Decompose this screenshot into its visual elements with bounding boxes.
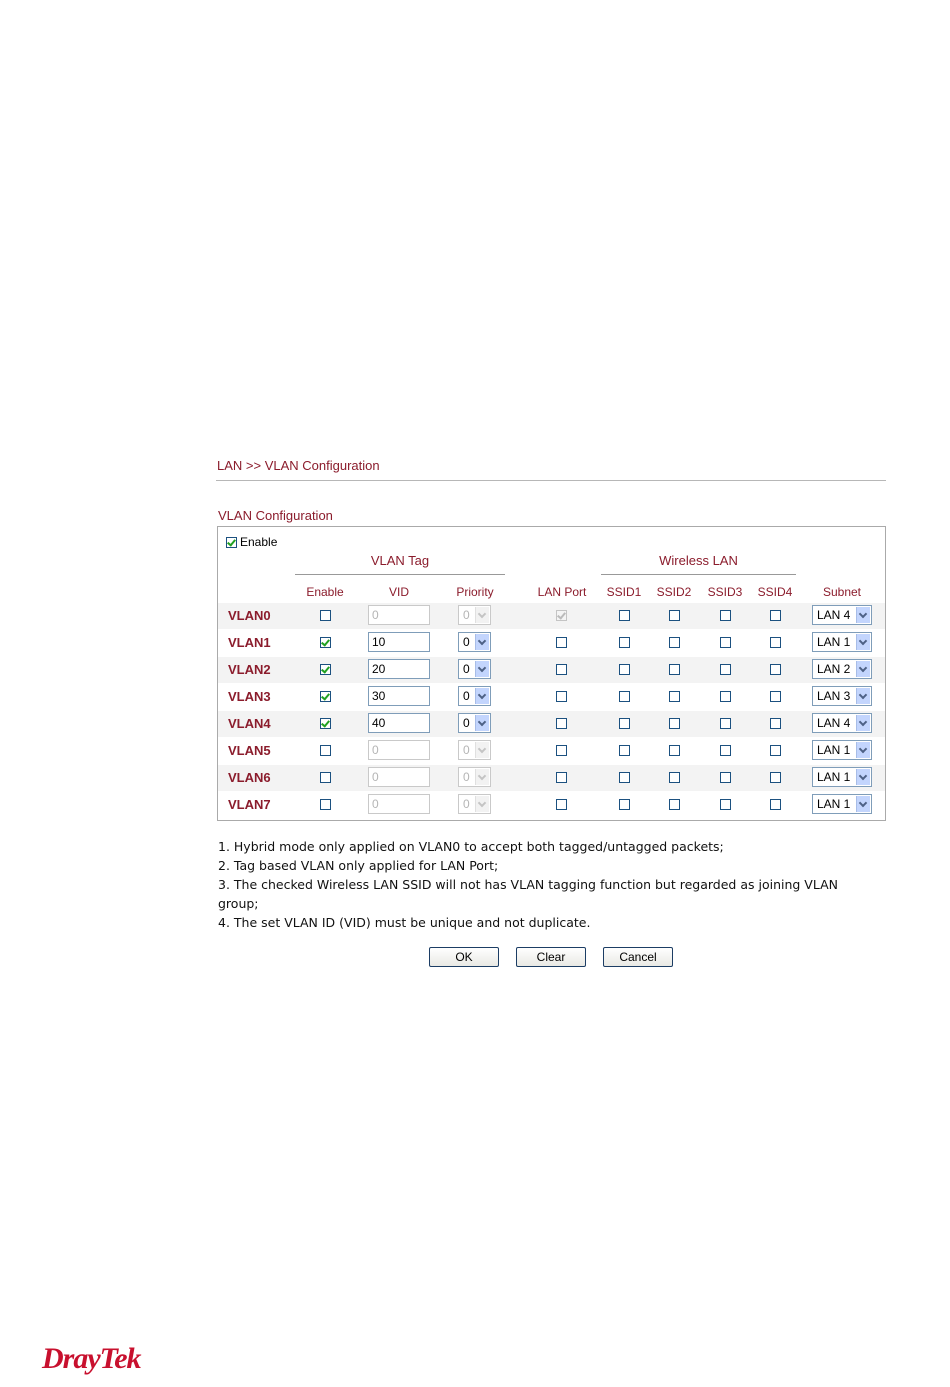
lan-port-checkbox[interactable] [556, 610, 567, 621]
subnet-value: LAN 4 [817, 716, 851, 730]
lan-port-checkbox[interactable] [556, 718, 567, 729]
subnet-value: LAN 1 [817, 797, 851, 811]
chevron-down-icon [475, 661, 489, 677]
col-header-ssid1: SSID1 [606, 585, 642, 599]
vlan-config-panel [217, 526, 886, 821]
chevron-down-icon [856, 715, 870, 731]
vlan-name: VLAN2 [228, 662, 271, 677]
ssid2-checkbox[interactable] [669, 664, 680, 675]
vlan-enable-checkbox[interactable] [320, 664, 331, 675]
lan-port-checkbox[interactable] [556, 799, 567, 810]
ssid3-checkbox[interactable] [720, 718, 731, 729]
table-row [218, 765, 885, 791]
ssid1-checkbox[interactable] [619, 664, 630, 675]
subnet-value: LAN 1 [817, 635, 851, 649]
ssid1-checkbox[interactable] [619, 745, 630, 756]
col-header-ssid2: SSID2 [656, 585, 692, 599]
vid-input[interactable]: 0 [368, 794, 430, 814]
lan-port-checkbox[interactable] [556, 664, 567, 675]
ssid3-checkbox[interactable] [720, 637, 731, 648]
subnet-select[interactable] [812, 632, 872, 652]
table-row [218, 630, 885, 656]
draytek-logo: DrayTek [42, 1342, 141, 1375]
vlan-name: VLAN3 [228, 689, 271, 704]
vlan-enable-checkbox[interactable] [320, 745, 331, 756]
vlan-name: VLAN6 [228, 770, 271, 785]
chevron-down-icon [856, 688, 870, 704]
priority-value: 0 [463, 797, 470, 811]
vid-input[interactable]: 0 [368, 767, 430, 787]
note-1: 1. Hybrid mode only applied on VLAN0 to accept both tagged/untagged packets; [218, 839, 724, 854]
chevron-down-icon [475, 607, 489, 623]
note-2: 2. Tag based VLAN only applied for LAN Port; [218, 858, 499, 873]
priority-value: 0 [463, 635, 470, 649]
chevron-down-icon [856, 661, 870, 677]
ssid3-checkbox[interactable] [720, 691, 731, 702]
priority-value: 0 [463, 770, 470, 784]
subnet-value: LAN 1 [817, 770, 851, 784]
ssid1-checkbox[interactable] [619, 691, 630, 702]
subnet-select[interactable] [812, 605, 872, 625]
ssid4-checkbox[interactable] [770, 772, 781, 783]
enable-vlan-label: Enable [240, 535, 278, 549]
ssid4-checkbox[interactable] [770, 664, 781, 675]
chevron-down-icon [856, 634, 870, 650]
ssid4-checkbox[interactable] [770, 718, 781, 729]
subnet-select[interactable] [812, 713, 872, 733]
ssid4-checkbox[interactable] [770, 799, 781, 810]
lan-port-checkbox[interactable] [556, 691, 567, 702]
ssid2-checkbox[interactable] [669, 718, 680, 729]
subnet-select[interactable] [812, 740, 872, 760]
subnet-select[interactable] [812, 659, 872, 679]
ok-button[interactable]: OK [429, 947, 499, 967]
ssid4-checkbox[interactable] [770, 610, 781, 621]
ssid2-checkbox[interactable] [669, 772, 680, 783]
ssid4-checkbox[interactable] [770, 637, 781, 648]
vid-input[interactable]: 0 [368, 605, 430, 625]
section-title: VLAN Configuration [218, 508, 333, 523]
vid-input[interactable]: 20 [368, 659, 430, 679]
subnet-select[interactable] [812, 686, 872, 706]
priority-value: 0 [463, 743, 470, 757]
ssid3-checkbox[interactable] [720, 610, 731, 621]
priority-select[interactable] [458, 659, 491, 679]
table-row [218, 738, 885, 764]
subnet-value: LAN 3 [817, 689, 851, 703]
vlan-enable-checkbox[interactable] [320, 772, 331, 783]
wireless-lan-group-header: Wireless LAN [659, 553, 738, 568]
breadcrumb-divider [216, 480, 886, 481]
chevron-down-icon [475, 742, 489, 758]
ssid2-checkbox[interactable] [669, 637, 680, 648]
chevron-down-icon [856, 796, 870, 812]
priority-value: 0 [463, 689, 470, 703]
ssid3-checkbox[interactable] [720, 772, 731, 783]
vlan-enable-checkbox[interactable] [320, 637, 331, 648]
ssid1-checkbox[interactable] [619, 637, 630, 648]
col-header-subnet: Subnet [822, 585, 862, 599]
chevron-down-icon [856, 742, 870, 758]
subnet-value: LAN 2 [817, 662, 851, 676]
priority-select[interactable] [458, 713, 491, 733]
chevron-down-icon [475, 769, 489, 785]
lan-port-checkbox[interactable] [556, 637, 567, 648]
col-header-vid: VID [388, 585, 409, 599]
vid-input[interactable]: 0 [368, 740, 430, 760]
vlan-tag-group-header: VLAN Tag [370, 553, 430, 568]
subnet-value: LAN 1 [817, 743, 851, 757]
chevron-down-icon [475, 715, 489, 731]
chevron-down-icon [856, 607, 870, 623]
subnet-select[interactable] [812, 794, 872, 814]
ssid2-checkbox[interactable] [669, 745, 680, 756]
table-row [218, 711, 885, 737]
notes-list [218, 837, 878, 932]
vlan-enable-checkbox[interactable] [320, 799, 331, 810]
table-row [218, 657, 885, 683]
vlan-tag-group-line [295, 574, 505, 575]
ssid3-checkbox[interactable] [720, 745, 731, 756]
ssid1-checkbox[interactable] [619, 799, 630, 810]
vid-input[interactable]: 40 [368, 713, 430, 733]
lan-port-checkbox[interactable] [556, 745, 567, 756]
lan-port-checkbox[interactable] [556, 772, 567, 783]
col-header-lan-port: LAN Port [537, 585, 587, 599]
vlan-enable-checkbox[interactable] [320, 610, 331, 621]
table-row [218, 792, 885, 818]
clear-button[interactable]: Clear [516, 947, 586, 967]
ssid4-checkbox[interactable] [770, 745, 781, 756]
vid-input[interactable]: 30 [368, 686, 430, 706]
ssid1-checkbox[interactable] [619, 772, 630, 783]
note-3: 3. The checked Wireless LAN SSID will not has VLAN tagging function but regarded as joining VLAN group; [218, 877, 839, 911]
chevron-down-icon [856, 769, 870, 785]
vlan-name: VLAN4 [228, 716, 271, 731]
priority-select[interactable] [458, 686, 491, 706]
ssid2-checkbox[interactable] [669, 610, 680, 621]
ssid3-checkbox[interactable] [720, 799, 731, 810]
col-header-ssid4: SSID4 [757, 585, 793, 599]
col-header-ssid3: SSID3 [707, 585, 743, 599]
chevron-down-icon [475, 634, 489, 650]
chevron-down-icon [475, 796, 489, 812]
ssid1-checkbox[interactable] [619, 610, 630, 621]
priority-select[interactable] [458, 605, 491, 625]
table-row [218, 684, 885, 710]
priority-value: 0 [463, 608, 470, 622]
note-4: 4. The set VLAN ID (VID) must be unique and not duplicate. [218, 915, 591, 930]
ssid3-checkbox[interactable] [720, 664, 731, 675]
ssid2-checkbox[interactable] [669, 799, 680, 810]
ssid2-checkbox[interactable] [669, 691, 680, 702]
priority-select[interactable] [458, 632, 491, 652]
ssid4-checkbox[interactable] [770, 691, 781, 702]
priority-select[interactable] [458, 794, 491, 814]
col-header-enable: Enable [306, 585, 344, 599]
table-row [218, 603, 885, 629]
priority-select[interactable] [458, 740, 491, 760]
ssid1-checkbox[interactable] [619, 718, 630, 729]
priority-value: 0 [463, 662, 470, 676]
vlan-name: VLAN1 [228, 635, 271, 650]
vid-input[interactable]: 10 [368, 632, 430, 652]
vlan-name: VLAN0 [228, 608, 271, 623]
vlan-enable-checkbox[interactable] [320, 718, 331, 729]
subnet-select[interactable] [812, 767, 872, 787]
vlan-name: VLAN7 [228, 797, 271, 812]
subnet-value: LAN 4 [817, 608, 851, 622]
cancel-button[interactable]: Cancel [603, 947, 673, 967]
wireless-lan-group-line [601, 574, 796, 575]
priority-select[interactable] [458, 767, 491, 787]
vlan-enable-checkbox[interactable] [320, 691, 331, 702]
breadcrumb: LAN >> VLAN Configuration [217, 458, 380, 473]
col-header-priority: Priority [456, 585, 494, 599]
vlan-name: VLAN5 [228, 743, 271, 758]
priority-value: 0 [463, 716, 470, 730]
chevron-down-icon [475, 688, 489, 704]
enable-vlan-checkbox[interactable] [226, 537, 237, 548]
enable-vlan-wrap [226, 535, 277, 549]
